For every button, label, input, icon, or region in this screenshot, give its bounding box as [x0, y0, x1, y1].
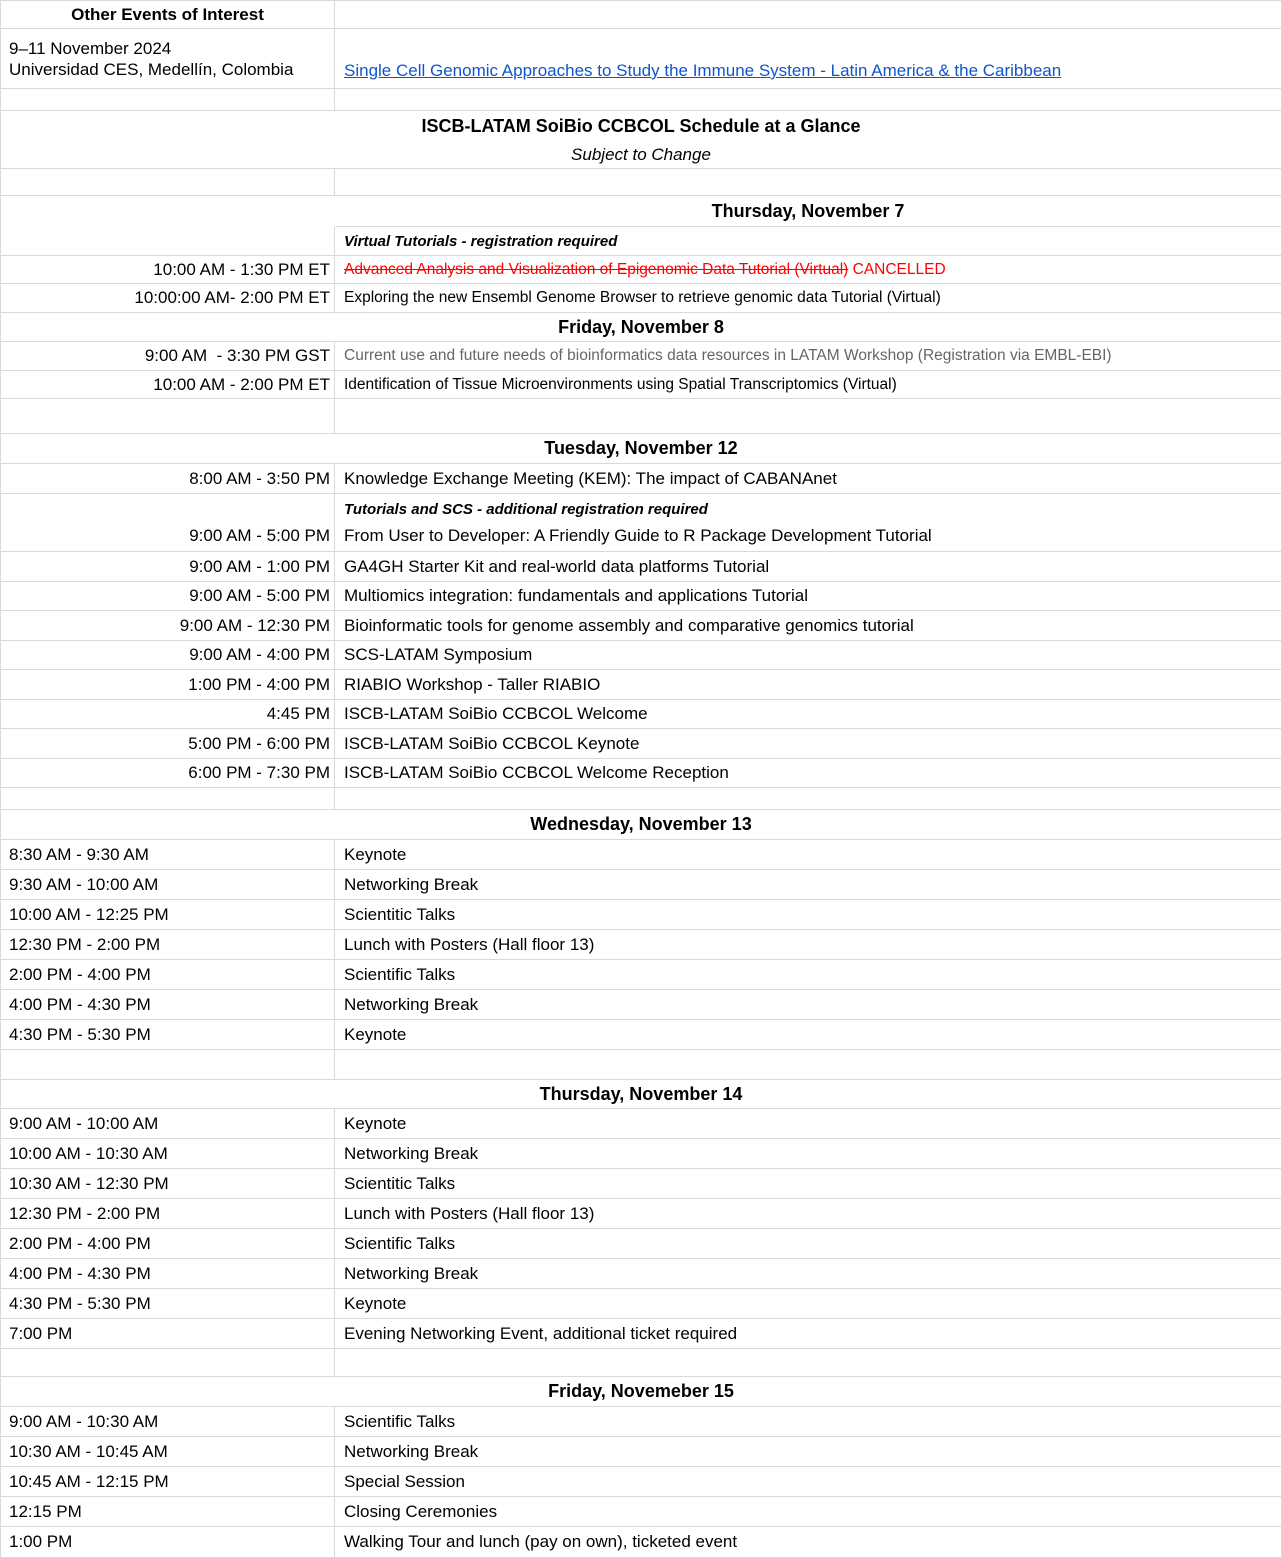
time-cell: [1, 494, 335, 551]
event-cell: [335, 960, 1281, 989]
event-cell: [335, 256, 1281, 283]
event-cell: [335, 759, 1281, 787]
session-title: Scientitic Talks: [344, 904, 456, 924]
schedule-title: ISCB-LATAM SoiBio CCBCOL Schedule at a Glance: [421, 115, 861, 136]
session-title: Keynote: [344, 1293, 407, 1313]
session-time: 1:00 PM: [9, 1532, 73, 1551]
session-row: [1, 1109, 1281, 1139]
time-cell: [1, 1139, 335, 1168]
session-title: ISCB-LATAM SoiBio CCBCOL Welcome Reception: [344, 763, 729, 782]
spacer-row: [1, 1349, 1281, 1377]
time-cell: [1, 169, 335, 195]
time-cell: [1, 552, 335, 581]
session-time: 10:00 AM - 12:25 PM: [9, 904, 169, 924]
event-cell: [335, 464, 1281, 493]
day-header-row: [1, 196, 1281, 227]
session-row: [1, 1020, 1281, 1050]
session-time: 9:00 AM - 10:30 AM: [9, 1411, 159, 1431]
session-row: [1, 990, 1281, 1020]
schedule-subtitle-cell: [1, 141, 1281, 168]
session-title: Scientitic Talks: [344, 1173, 456, 1193]
session-row: [1, 1437, 1281, 1467]
event-cell: [335, 788, 1281, 809]
time-cell: [1, 840, 335, 869]
day-header-cell: [1, 313, 1281, 341]
spacer-row: [1, 399, 1281, 434]
session-time: 9:00 AM - 3:30 PM GST: [144, 346, 330, 365]
session-time: 9:00 AM - 12:30 PM: [179, 615, 330, 635]
event-cell: [335, 641, 1281, 669]
session-title: Current use and future needs of bioinformatics data resources in LATAM Workshop (Registration via EMBL-EBI): [344, 347, 1112, 364]
day-header: Friday, November 8: [558, 316, 724, 337]
session-title: Lunch with Posters (Hall floor 13): [344, 934, 595, 954]
session-title: Scientific Talks: [344, 964, 456, 984]
event-cell: [335, 611, 1281, 640]
time-cell: [1, 227, 335, 255]
session-time: 7:00 PM: [9, 1323, 73, 1343]
time-cell: [1, 1199, 335, 1228]
session-time: 10:00 AM - 1:30 PM ET: [153, 259, 330, 279]
schedule-title-row: [1, 111, 1281, 141]
session-row: [1, 1229, 1281, 1259]
event-cell: [335, 900, 1281, 929]
event-cell: [335, 371, 1281, 398]
session-row: [1, 342, 1281, 371]
session-title: Exploring the new Ensembl Genome Browser to retrieve genomic data Tutorial (Virtual): [344, 289, 941, 306]
event-cell: [335, 494, 1281, 551]
session-time: 8:30 AM - 9:30 AM: [9, 844, 149, 864]
session-row: [1, 1527, 1281, 1557]
event-cell: [335, 930, 1281, 959]
event-date: 9–11 November 2024: [9, 38, 172, 58]
session-time: 2:00 PM - 4:00 PM: [9, 964, 151, 984]
day-header-row: [1, 1377, 1281, 1407]
event-cell: [335, 700, 1281, 728]
day-header-cell: [1, 810, 1281, 839]
session-time: 5:00 PM - 6:00 PM: [188, 733, 330, 753]
session-row: [1, 840, 1281, 870]
time-cell: [1, 759, 335, 787]
time-cell: [1, 342, 335, 370]
session-time: 9:00 AM - 1:00 PM: [189, 556, 330, 576]
session-title: Networking Break: [344, 874, 479, 894]
time-cell: [1, 1109, 335, 1138]
session-row: [1, 582, 1281, 611]
session-title: Lunch with Posters (Hall floor 13): [344, 1203, 595, 1223]
day-header-cell: [1, 434, 1281, 463]
other-events-detail-row: [1, 29, 1281, 89]
event-cell: [335, 227, 1281, 255]
event-when-where-cell: [1, 29, 335, 88]
time-cell: [1, 582, 335, 610]
event-cell: [335, 840, 1281, 869]
schedule-subtitle: Subject to Change: [571, 144, 711, 164]
schedule-subtitle-row: [1, 141, 1281, 169]
day-header: Wednesday, November 13: [530, 814, 752, 834]
session-row: [1, 1199, 1281, 1229]
session-row: [1, 870, 1281, 900]
session-title: Evening Networking Event, additional ticket required: [344, 1323, 738, 1343]
time-cell: [1, 670, 335, 699]
spacer-row: [1, 169, 1281, 196]
other-events-header-row: [1, 1, 1281, 29]
time-cell: [1, 89, 335, 110]
session-time: 9:00 AM - 4:00 PM: [189, 645, 330, 664]
session-row: [1, 759, 1281, 788]
session-time: 10:00:00 AM- 2:00 PM ET: [134, 288, 330, 307]
session-time: 10:30 AM - 10:45 AM: [9, 1441, 168, 1461]
session-title: Networking Break: [344, 994, 479, 1014]
session-time: 9:00 AM - 5:00 PM: [189, 586, 330, 605]
day-header: Thursday, November 14: [539, 1083, 743, 1104]
day-header: Friday, Novemeber 15: [548, 1381, 734, 1401]
event-cell: [335, 1139, 1281, 1168]
event-cell: [335, 870, 1281, 899]
session-time: 4:45 PM: [266, 704, 330, 723]
event-cell: [335, 1, 1281, 28]
event-cell: [335, 1527, 1281, 1557]
session-time: 10:00 AM - 10:30 AM: [9, 1143, 168, 1163]
session-title: RIABIO Workshop - Taller RIABIO: [344, 674, 601, 694]
session-time: 10:30 AM - 12:30 PM: [9, 1173, 169, 1193]
session-title: Networking Break: [344, 1263, 479, 1283]
other-events-title: Other Events of Interest: [71, 4, 264, 24]
event-cell: [335, 1259, 1281, 1288]
session-row: [1, 960, 1281, 990]
session-time: 4:00 PM - 4:30 PM: [9, 1263, 151, 1283]
session-row: [1, 1259, 1281, 1289]
spacer-row: [1, 89, 1281, 111]
time-cell: [1, 1527, 335, 1557]
session-time: 12:30 PM - 2:00 PM: [9, 934, 161, 954]
session-row: [1, 371, 1281, 399]
session-row: [1, 900, 1281, 930]
time-cell: [1, 729, 335, 758]
session-time: 9:00 AM - 5:00 PM: [189, 526, 330, 545]
time-cell: [1, 960, 335, 989]
session-row: [1, 464, 1281, 494]
session-time: 10:00 AM - 2:00 PM ET: [153, 374, 330, 394]
session-title: Keynote: [344, 1113, 407, 1133]
time-cell: [1, 1229, 335, 1258]
time-cell: [1, 900, 335, 929]
session-row: [1, 1497, 1281, 1527]
event-cell: [335, 670, 1281, 699]
session-title: Networking Break: [344, 1441, 479, 1461]
time-cell: [1, 870, 335, 899]
session-row: [1, 611, 1281, 641]
session-row: [1, 1319, 1281, 1349]
time-cell: [1, 788, 335, 809]
session-row: [1, 1467, 1281, 1497]
event-cell: [335, 1199, 1281, 1228]
session-row: [1, 494, 1281, 552]
session-row: [1, 284, 1281, 313]
day-header-row: [1, 1080, 1281, 1109]
event-cell: [335, 284, 1281, 312]
session-time: 4:30 PM - 5:30 PM: [9, 1024, 151, 1044]
event-cell: [335, 1289, 1281, 1318]
day-header-cell: [1, 1377, 1281, 1406]
event-cell: [335, 1349, 1281, 1376]
session-time: 4:00 PM - 4:30 PM: [9, 994, 151, 1014]
session-row: [1, 1169, 1281, 1199]
event-cell: [335, 1437, 1281, 1466]
event-cell: [335, 1020, 1281, 1049]
time-cell: [1, 371, 335, 398]
session-row: [1, 729, 1281, 759]
time-cell: [1, 1289, 335, 1318]
session-time: 8:00 AM - 3:50 PM: [189, 468, 330, 488]
session-row: [1, 670, 1281, 700]
session-time: 2:00 PM - 4:00 PM: [9, 1233, 151, 1253]
session-title: Closing Ceremonies: [344, 1501, 498, 1521]
event-cell: [335, 1497, 1281, 1526]
event-cell: [335, 552, 1281, 581]
session-title: Multiomics integration: fundamentals and applications Tutorial: [344, 586, 808, 605]
time-cell: [1, 1497, 335, 1526]
session-row: [1, 930, 1281, 960]
event-cell: [335, 1169, 1281, 1198]
time-cell: [1, 1437, 335, 1466]
time-cell: [1, 700, 335, 728]
session-title: Bioinformatic tools for genome assembly and comparative genomics tutorial: [344, 615, 914, 635]
time-cell: [1, 284, 335, 312]
time-cell: [1, 464, 335, 493]
session-row: [1, 227, 1281, 256]
session-title: Keynote: [344, 844, 407, 864]
session-note: Tutorials and SCS - additional registration required: [344, 500, 708, 518]
event-cell: [335, 1319, 1281, 1348]
session-row: [1, 1289, 1281, 1319]
session-time: 9:30 AM - 10:00 AM: [9, 874, 159, 894]
session-time: 12:30 PM - 2:00 PM: [9, 1203, 161, 1223]
day-header-cell: [1, 1080, 1281, 1108]
time-cell: [1, 990, 335, 1019]
session-row: [1, 552, 1281, 582]
time-cell: [1, 611, 335, 640]
time-cell: [1, 399, 335, 433]
session-title: Identification of Tissue Microenvironments using Spatial Transcriptomics (Virtual): [344, 375, 897, 393]
session-title: Keynote: [344, 1024, 407, 1044]
session-row: [1, 700, 1281, 729]
session-title-cancelled: Advanced Analysis and Visualization of Epigenomic Data Tutorial (Virtual): [344, 260, 849, 278]
session-row: [1, 641, 1281, 670]
session-time: 9:00 AM - 10:00 AM: [9, 1113, 159, 1133]
time-cell: [1, 1020, 335, 1049]
session-title: GA4GH Starter Kit and real-world data platforms Tutorial: [344, 556, 770, 576]
time-cell: [1, 1407, 335, 1436]
session-time: 1:00 PM - 4:00 PM: [188, 674, 330, 694]
session-title: Networking Break: [344, 1143, 479, 1163]
time-cell: [1, 1050, 335, 1079]
event-cell: [335, 399, 1281, 433]
time-cell: [1, 930, 335, 959]
session-title: Scientific Talks: [344, 1411, 456, 1431]
spacer-row: [1, 1050, 1281, 1080]
session-time: 12:15 PM: [9, 1501, 82, 1521]
time-cell: [1, 1349, 335, 1376]
cancelled-label: CANCELLED: [848, 260, 946, 278]
time-cell: [1, 1169, 335, 1198]
event-cell: [335, 342, 1281, 370]
time-cell: [1, 1259, 335, 1288]
session-row: [1, 1407, 1281, 1437]
event-cell: [335, 990, 1281, 1019]
session-title: From User to Developer: A Friendly Guide to R Package Development Tutorial: [344, 525, 932, 545]
session-title: Walking Tour and lunch (pay on own), ticketed event: [344, 1532, 738, 1551]
session-row: [1, 256, 1281, 284]
event-venue: Universidad CES, Medellín, Colombia: [9, 59, 294, 79]
event-cell: [335, 29, 1281, 88]
session-note: Virtual Tutorials - registration required: [344, 232, 618, 250]
event-cell: [335, 1050, 1281, 1079]
session-title: Knowledge Exchange Meeting (KEM): The impact of CABANAnet: [344, 468, 837, 488]
session-row: [1, 1139, 1281, 1169]
event-cell: [335, 1109, 1281, 1138]
event-cell: [335, 89, 1281, 110]
day-header-cell: [335, 196, 1281, 227]
session-time: 4:30 PM - 5:30 PM: [9, 1293, 151, 1313]
day-header-row: [1, 313, 1281, 342]
event-cell: [335, 582, 1281, 610]
day-header-spacer: [1, 196, 335, 227]
day-header-row: [1, 434, 1281, 464]
day-header: Thursday, November 7: [711, 200, 905, 221]
session-title: ISCB-LATAM SoiBio CCBCOL Keynote: [344, 733, 640, 753]
session-title: Special Session: [344, 1471, 465, 1491]
other-events-cell: [1, 1, 335, 28]
time-cell: [1, 1467, 335, 1496]
session-title: ISCB-LATAM SoiBio CCBCOL Welcome: [344, 704, 648, 723]
session-title: SCS-LATAM Symposium: [344, 645, 533, 664]
session-title: Scientific Talks: [344, 1233, 456, 1253]
event-cell: [335, 729, 1281, 758]
session-time: 10:45 AM - 12:15 PM: [9, 1471, 169, 1491]
event-cell: [335, 169, 1281, 195]
time-cell: [1, 1319, 335, 1348]
event-cell: [335, 1407, 1281, 1436]
spacer-row: [1, 788, 1281, 810]
event-link[interactable]: Single Cell Genomic Approaches to Study the Immune System - Latin America & the Caribbean: [344, 61, 1062, 80]
event-cell: [335, 1467, 1281, 1496]
time-cell: [1, 641, 335, 669]
time-cell: [1, 256, 335, 283]
session-time: 6:00 PM - 7:30 PM: [188, 763, 330, 782]
event-cell: [335, 1229, 1281, 1258]
schedule-title-cell: [1, 111, 1281, 141]
day-header-row: [1, 810, 1281, 840]
day-header: Tuesday, November 12: [544, 438, 738, 458]
